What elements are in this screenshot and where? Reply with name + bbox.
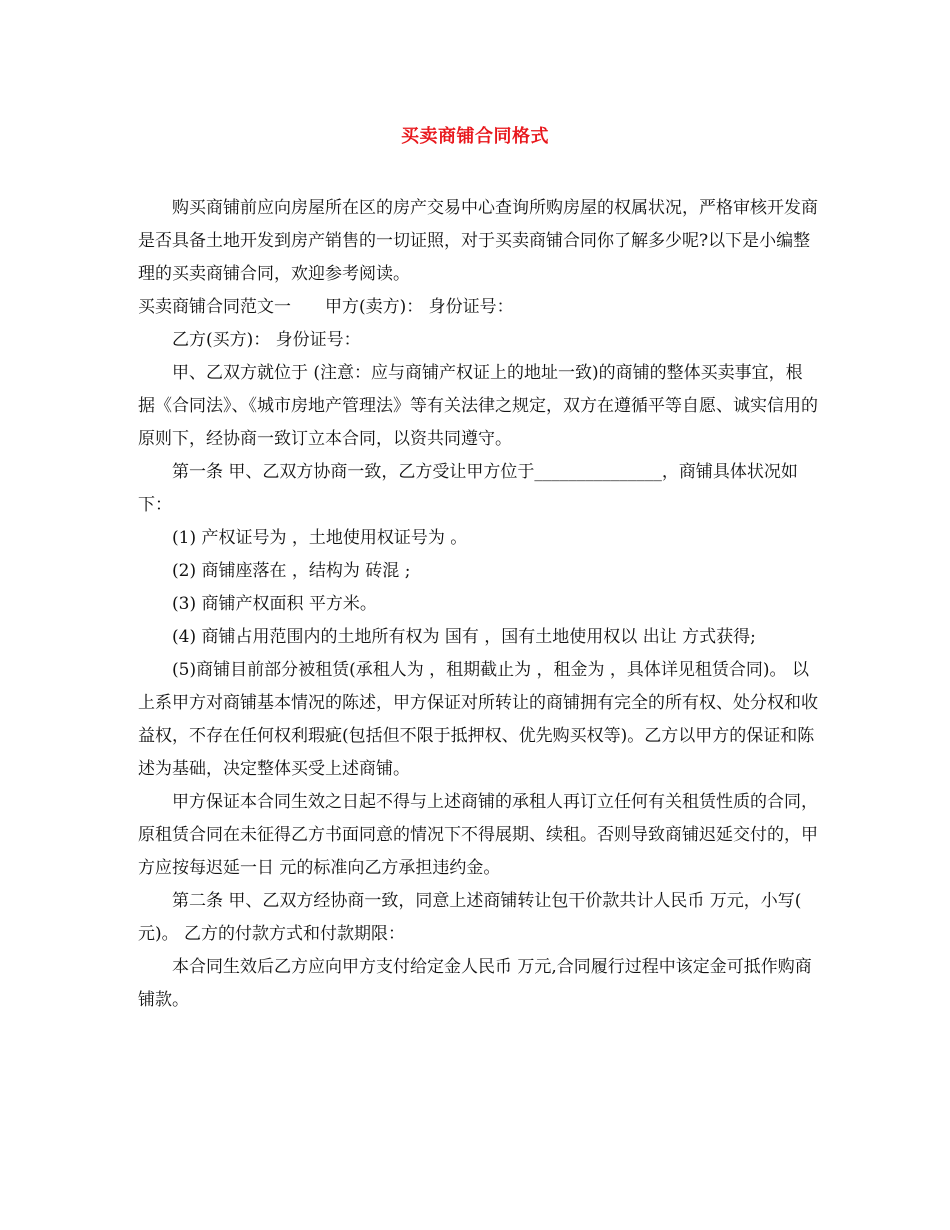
article-two-paragraph: 第二条 甲、乙双方经协商一致，同意上述商铺转让包干价款共计人民币 万元，小写( 元)。 乙方的付款方式和付款期限： — [138, 891, 802, 944]
guarantee-paragraph: 甲方保证本合同生效之日起不得与上述商铺的承租人再订立任何有关租赁性质的合同，原租赁合同在未征得乙方书面同意的情况下不得展期、续租。否则导致商铺迟延交付的，甲方应按每迟延一日 元的标准向乙方承担违约金。 — [138, 792, 818, 878]
sample-heading-line — [138, 291, 818, 324]
item-4: (4) 商铺占用范围内的土地所有权为 国有 ，国有土地使用权以 出让 方式获得; — [172, 627, 756, 647]
intro-paragraph: 购买商铺前应向房屋所在区的房产交易中心查询所购房屋的权属状况，严格审核开发商是否具备土地开发到房产销售的一切证照，对于买卖商铺合同你了解多少呢?以下是小编整理的买卖商铺合同，欢迎参考阅读。 — [138, 198, 818, 284]
party-b-line: 乙方(买方)： 身份证号： — [172, 330, 361, 350]
document-title: 买卖商铺合同格式 — [401, 126, 549, 147]
party-a-line: 甲方(卖方)： 身份证号： — [325, 297, 514, 317]
item-5: (5)商铺目前部分被租赁(承租人为 ，租期截止为 ，租金为 ，具体详见租赁合同)。 以上系甲方对商铺基本情况的陈述，甲方保证对所转让的商铺拥有完全的所有权、处分权和收益权，不存在任何权利瑕疵(包括但不限于抵押权、优先购买权等)。乙方以甲方的保证和陈述为基础，决定整体买受上述商铺。 — [138, 660, 818, 779]
item-2: (2) 商铺座落在 ，结构为 砖混 ; — [172, 561, 411, 581]
sample-heading: 买卖商铺合同范文一 — [138, 297, 291, 317]
preamble-paragraph: 甲、乙双方就位于 (注意：应与商铺产权证上的地址一致)的商铺的整体买卖事宜，根据《合同法》、《城市房地产管理法》等有关法律之规定，双方在遵循平等自愿、诚实信用的原则下，经协商一致订立本合同，以资共同遵守。 — [138, 363, 818, 449]
deposit-paragraph: 本合同生效后乙方应向甲方支付给定金人民币 万元,合同履行过程中该定金可抵作购商铺款。 — [138, 957, 812, 1010]
article-one-paragraph: 第一条 甲、乙双方协商一致，乙方受让甲方位于_______________，商铺具体状况如下： — [138, 462, 798, 515]
document-body — [138, 192, 818, 1017]
item-1: (1) 产权证号为 ，土地使用权证号为 。 — [172, 528, 468, 548]
item-3: (3) 商铺产权面积 平方米。 — [172, 594, 377, 614]
